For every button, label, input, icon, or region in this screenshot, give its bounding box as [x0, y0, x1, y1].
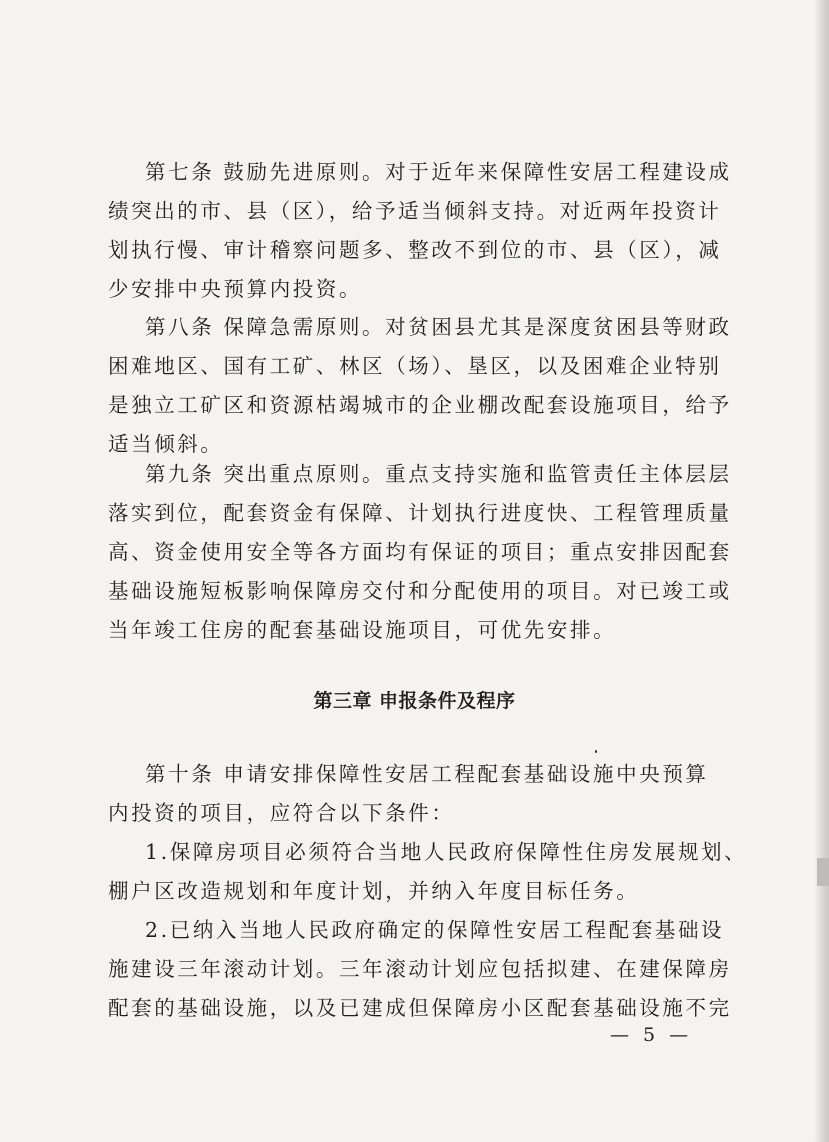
- text-line: 棚户区改造规划和年度计划，并纳入年度目标任务。: [108, 879, 640, 903]
- text-line: 施建设三年滚动计划。三年滚动计划应包括拟建、在建保障房: [108, 957, 732, 981]
- article-10-paragraph: [108, 755, 709, 833]
- article-9-paragraph: [108, 455, 732, 650]
- article-7-paragraph: [108, 153, 732, 309]
- text-line: 内投资的项目，应符合以下条件：: [108, 801, 455, 825]
- text-line: 第七条 鼓励先进原则。对于近年来保障性安居工程建设成: [145, 160, 732, 184]
- text-line: 适当倾斜。: [108, 432, 224, 456]
- page-number: — 5 —: [610, 1024, 693, 1046]
- chapter-title: 第三章 申报条件及程序: [313, 690, 516, 712]
- text-line: 绩突出的市、县（区），给予适当倾斜支持。对近两年投资计: [108, 199, 722, 223]
- text-line: 配套的基础设施，以及已建成但保障房小区配套基础设施不完: [108, 996, 732, 1020]
- text-line: 困难地区、国有工矿、林区（场）、垦区，以及困难企业特别: [108, 354, 722, 378]
- text-line: 2.已纳入当地人民政府确定的保障性安居工程配套基础设: [145, 918, 725, 942]
- page-edge-shadow: [815, 0, 829, 1142]
- text-line: 少安排中央预算内投资。: [108, 277, 363, 301]
- page-edge-mark: [817, 858, 829, 886]
- text-line: 第九条 突出重点原则。重点支持实施和监管责任主体层层: [145, 462, 732, 486]
- text-line: 第十条 申请安排保障性安居工程配套基础设施中央预算: [145, 762, 709, 786]
- text-line: 是独立工矿区和资源枯竭城市的企业棚改配套设施项目，给予: [108, 393, 732, 417]
- text-line: 划执行慢、审计稽察问题多、整改不到位的市、县（区），减: [108, 238, 722, 262]
- text-line: 高、资金使用安全等各方面均有保证的项目；重点安排因配套: [108, 540, 732, 564]
- text-line: 落实到位，配套资金有保障、计划执行进度快、工程管理质量: [108, 501, 732, 525]
- text-line: 第八条 保障急需原则。对贫困县尤其是深度贫困县等财政: [145, 315, 732, 339]
- text-line: 当年竣工住房的配套基础设施项目，可优先安排。: [108, 618, 617, 642]
- condition-2-paragraph: [108, 911, 732, 1028]
- text-line: 基础设施短板影响保障房交付和分配使用的项目。对已竣工或: [108, 579, 732, 603]
- condition-1-paragraph: [108, 833, 748, 911]
- article-8-paragraph: [108, 308, 732, 464]
- scan-speck: [595, 750, 597, 753]
- text-line: 1.保障房项目必须符合当地人民政府保障性住房发展规划、: [145, 840, 748, 864]
